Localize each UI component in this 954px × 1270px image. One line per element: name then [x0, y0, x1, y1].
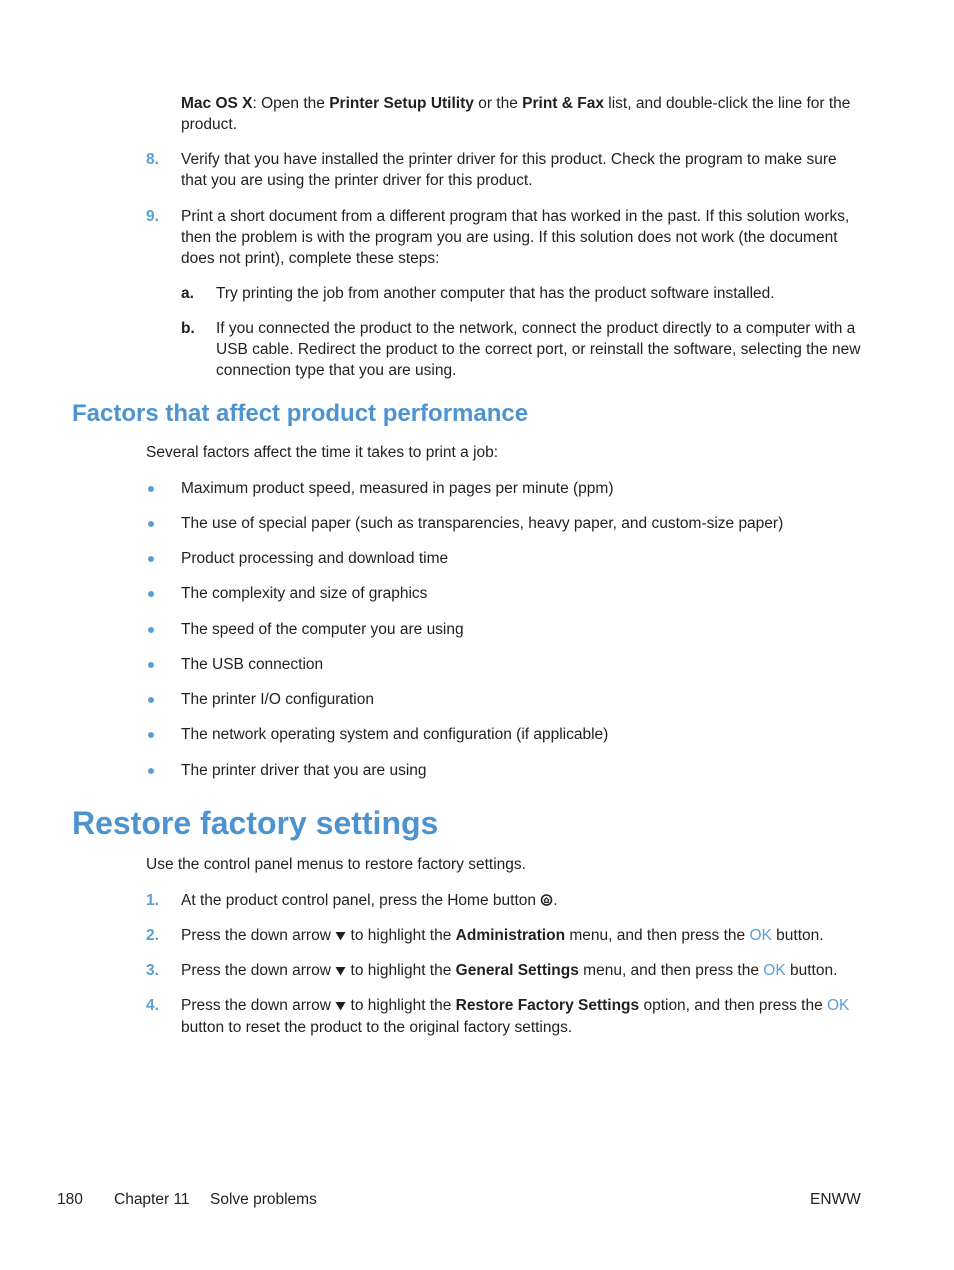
step-3-end: button.	[785, 962, 838, 979]
mac-text-2: or the	[473, 95, 523, 112]
restore-step-1-text	[181, 890, 861, 912]
bullet-icon	[148, 521, 154, 527]
step-4-post: option, and then press the	[639, 997, 827, 1014]
step-4-pre: Press the down arrow	[181, 997, 336, 1014]
list-item: Maximum product speed, measured in pages per minute (ppm)	[181, 480, 614, 497]
substep-b-text: If you connected the product to the network, connect the product directly to a computer with a USB cable. Redirect the product to the correct port, or reinstall the software, selecting the new connection type that you are using.	[216, 320, 861, 379]
step-3-post: menu, and then press the	[578, 962, 764, 979]
substep-a-text: Try printing the job from another computer that has the product software installed.	[216, 285, 775, 302]
restore-heading: Restore factory settings	[72, 805, 439, 841]
step-number-8: 8.	[146, 151, 159, 168]
step-4-end: button to reset the product to the original factory settings.	[181, 1019, 573, 1036]
page-number: 180	[57, 1191, 83, 1208]
list-item: The printer I/O configuration	[181, 691, 374, 708]
step-4-mid: to highlight the	[346, 997, 456, 1014]
step-1-body: At the product control panel, press the Home button	[181, 892, 541, 909]
step-1-end: .	[553, 892, 558, 909]
list-item: The use of special paper (such as transparencies, heavy paper, and custom-size paper)	[181, 515, 784, 532]
list-item: The printer driver that you are using	[181, 762, 427, 779]
restore-step-number-1: 1.	[146, 892, 159, 909]
restore-step-number-2: 2.	[146, 927, 159, 944]
mac-text-3: list, and double-click the line for the product.	[181, 95, 851, 133]
footer-enww: ENWW	[810, 1191, 861, 1208]
list-item: Product processing and download time	[181, 550, 449, 567]
restore-step-4-text	[181, 995, 861, 1038]
step-2-pre: Press the down arrow	[181, 927, 336, 944]
bullet-icon	[148, 556, 154, 562]
step-9-text: Print a short document from a different program that has worked in the past. If this solution works, then the problem is with the program you are using. If this solution does not work (the document does not print), complete these steps:	[181, 208, 850, 267]
down-arrow-icon	[335, 926, 346, 947]
home-icon	[540, 891, 553, 912]
footer-chapter: Chapter 11	[114, 1191, 190, 1208]
ok-button-label: OK	[763, 962, 786, 979]
footer-section: Solve problems	[210, 1191, 317, 1208]
list-item: The network operating system and configuration (if applicable)	[181, 726, 609, 743]
list-item: The USB connection	[181, 656, 324, 673]
down-arrow-icon	[335, 996, 346, 1017]
list-item: The complexity and size of graphics	[181, 585, 428, 602]
restore-step-number-4: 4.	[146, 997, 159, 1014]
restore-step-2-text	[181, 925, 861, 947]
factors-heading: Factors that affect product performance	[72, 400, 529, 427]
bullet-icon	[148, 627, 154, 633]
ok-button-label: OK	[827, 997, 850, 1014]
bullet-icon	[148, 768, 154, 774]
substep-label-b: b.	[181, 320, 195, 337]
step-3-pre: Press the down arrow	[181, 962, 336, 979]
step-3-mid: to highlight the	[346, 962, 456, 979]
step-2-post: menu, and then press the	[565, 927, 750, 944]
substep-label-a: a.	[181, 285, 194, 302]
step-2-mid: to highlight the	[346, 927, 456, 944]
bullet-icon	[148, 662, 154, 668]
mac-text-1: : Open the	[252, 95, 330, 112]
restore-factory-settings-option: Restore Factory Settings	[455, 997, 640, 1014]
down-arrow-icon	[335, 961, 346, 982]
bullet-icon	[148, 697, 154, 703]
bullet-icon	[148, 591, 154, 597]
list-item: The speed of the computer you are using	[181, 621, 464, 638]
general-settings-menu: General Settings	[455, 962, 579, 979]
print-fax: Print & Fax	[522, 95, 604, 112]
restore-step-number-3: 3.	[146, 962, 159, 979]
mac-os-paragraph	[181, 93, 861, 135]
restore-step-3-text	[181, 960, 861, 982]
step-2-end: button.	[771, 927, 824, 944]
administration-menu: Administration	[455, 927, 566, 944]
bullet-icon	[148, 486, 154, 492]
ok-button-label: OK	[749, 927, 772, 944]
mac-os-label: Mac OS X	[181, 95, 253, 112]
step-number-9: 9.	[146, 208, 159, 225]
step-8-text: Verify that you have installed the printer driver for this product. Check the program to make sure that you are using the printer driver for this product.	[181, 151, 837, 189]
bullet-icon	[148, 732, 154, 738]
restore-intro: Use the control panel menus to restore factory settings.	[146, 856, 526, 873]
printer-setup-utility: Printer Setup Utility	[329, 95, 474, 112]
factors-intro: Several factors affect the time it takes to print a job:	[146, 444, 499, 461]
